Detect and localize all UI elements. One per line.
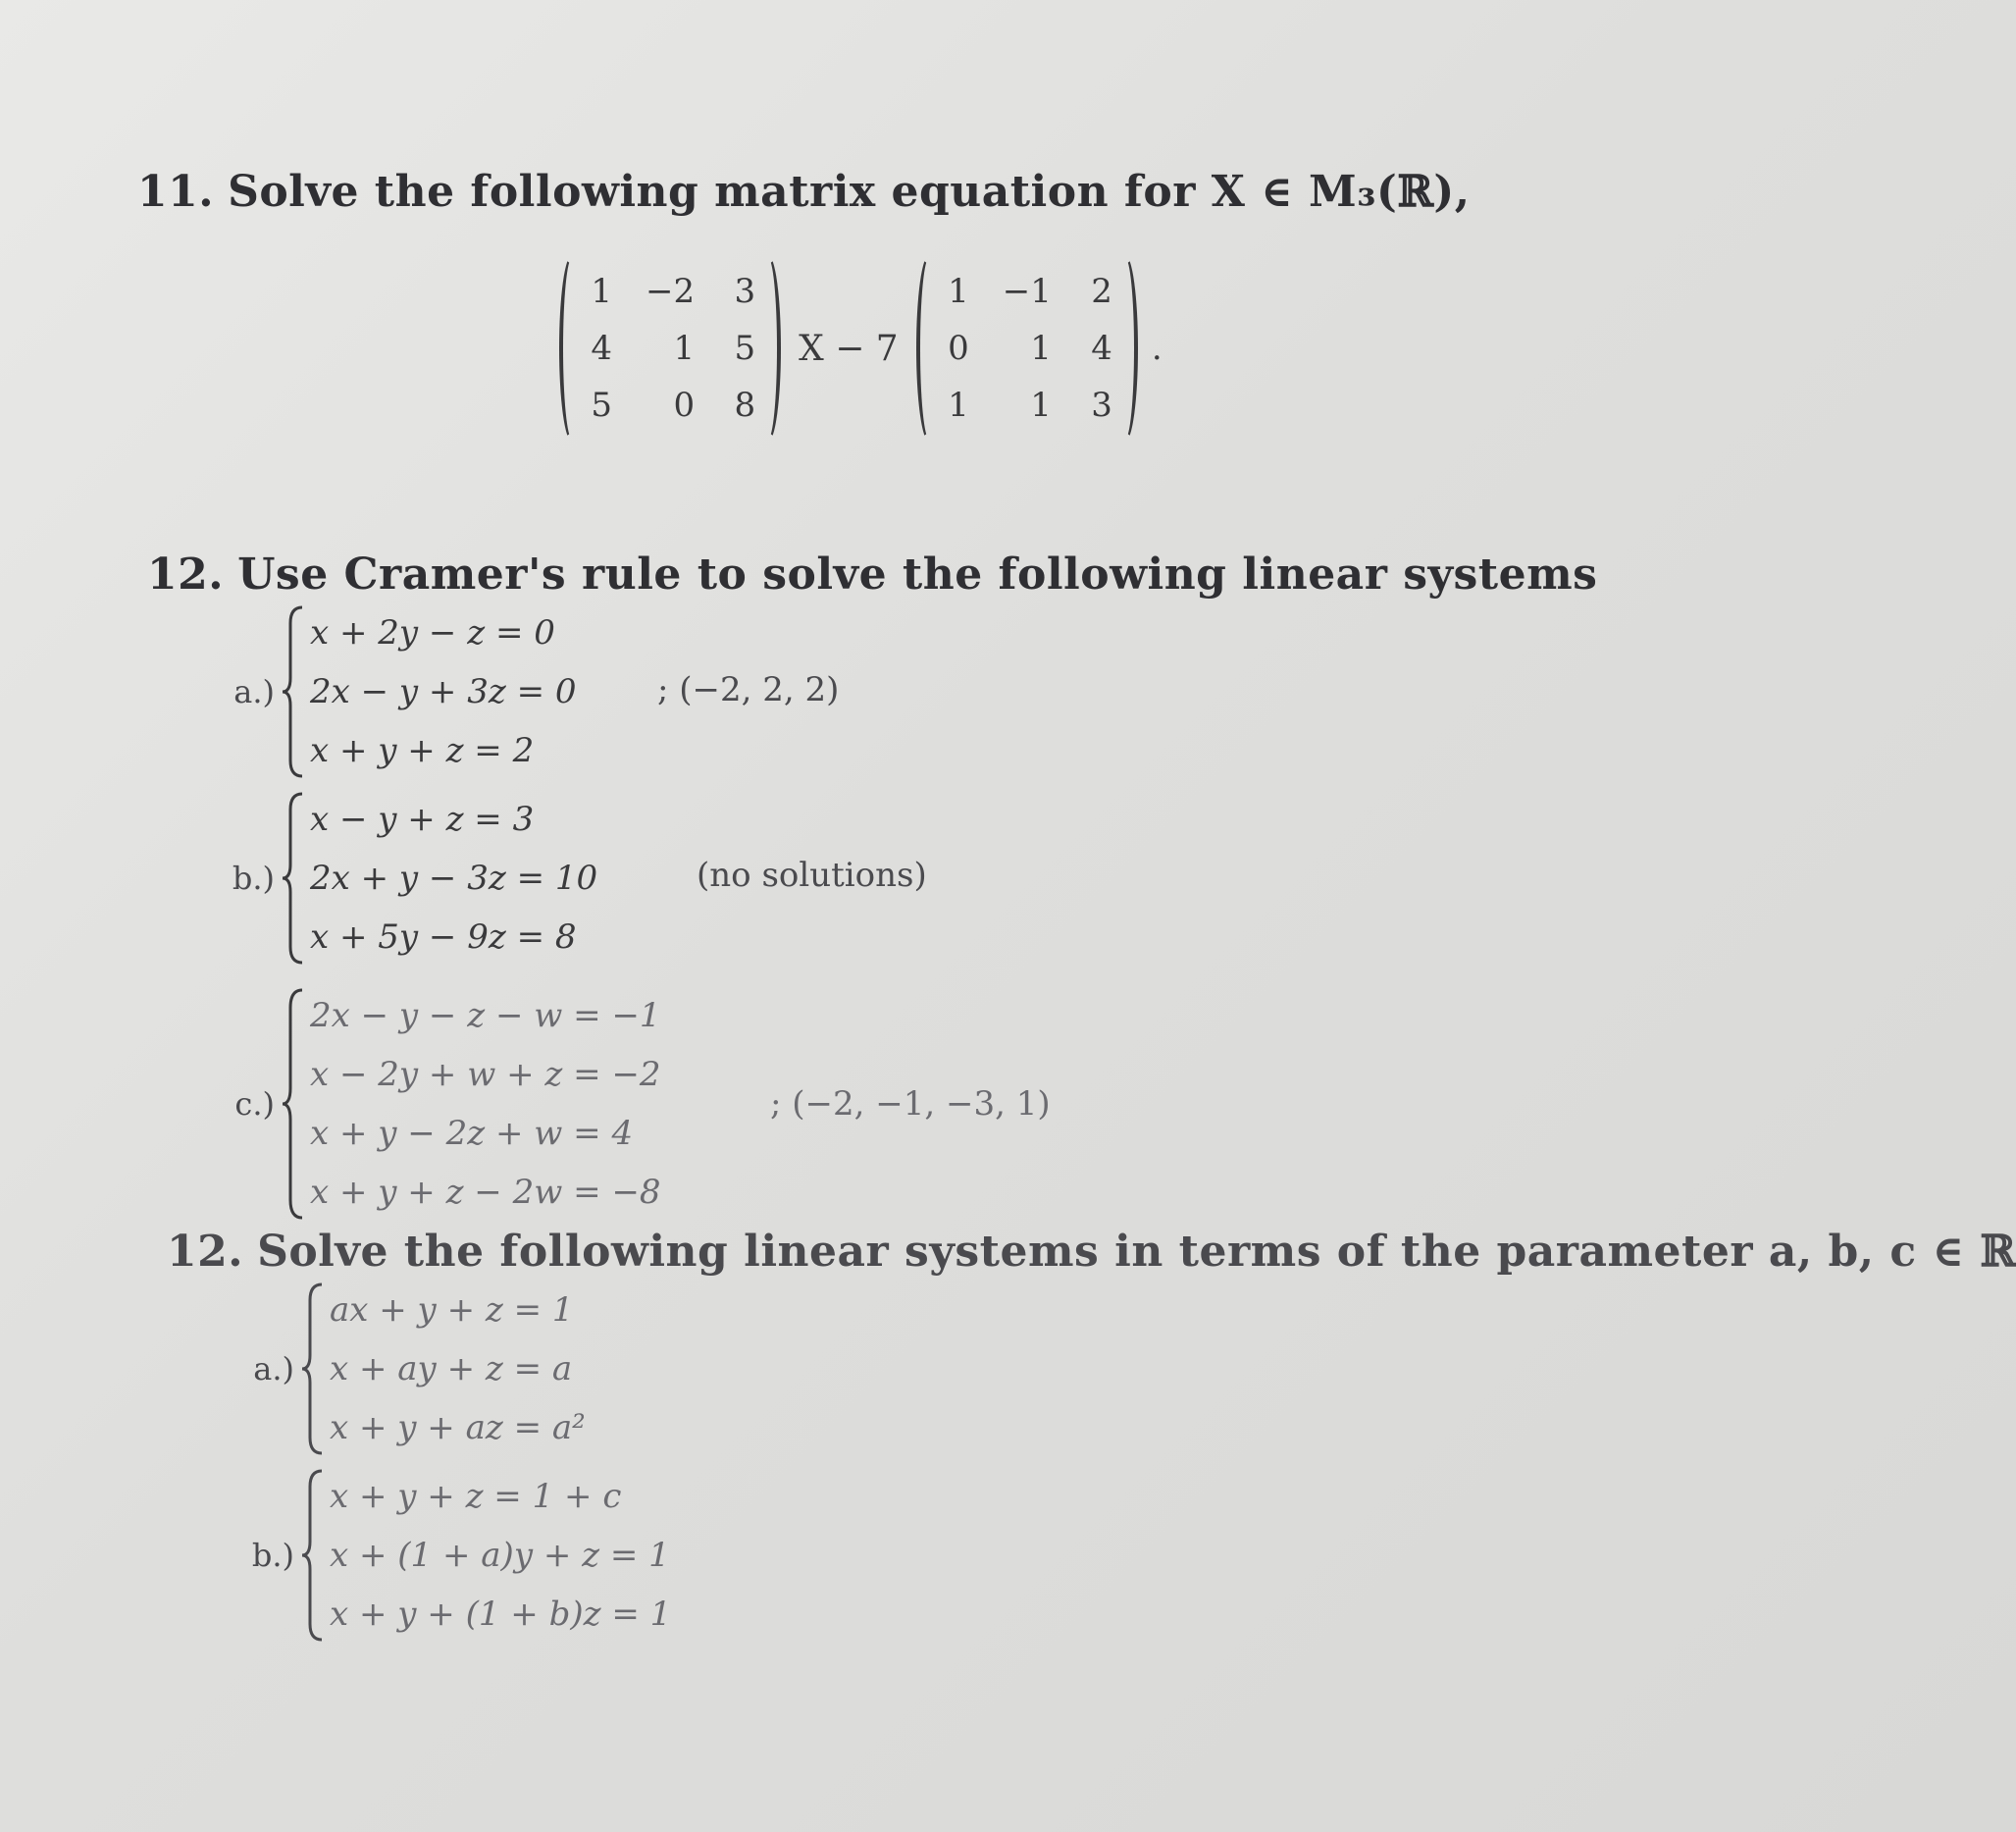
matrix-a-cell: 1 — [591, 272, 612, 311]
equation-period: . — [1151, 329, 1163, 368]
problem-12-number: 12. — [147, 550, 225, 600]
equation: x + y + (1 + b)z = 1 — [330, 1595, 672, 1634]
matrix-b-cell: −1 — [1002, 272, 1052, 311]
brace-icon — [300, 1281, 324, 1457]
problem-11-heading — [137, 167, 1471, 217]
matrix-a-cell: 5 — [734, 329, 756, 368]
matrix-b-cell: 1 — [1030, 386, 1052, 425]
problem-12-heading — [147, 550, 1597, 600]
equation: x + y + z = 1 + c — [330, 1477, 622, 1516]
problem-12b-number: 12. — [167, 1227, 244, 1277]
system-12b — [206, 790, 597, 967]
matrix-a-cell: 4 — [591, 329, 612, 368]
equation-operator: X − 7 — [799, 328, 899, 369]
matrix-equation — [559, 260, 1163, 437]
system-label: b.) — [251, 1537, 294, 1574]
system-param-b — [226, 1467, 671, 1644]
problem-11-number: 11. — [137, 167, 215, 217]
problem-12-text: Use Cramer's rule to solve the following linear systems — [237, 550, 1598, 600]
equation: x + y − 2z + w = 4 — [310, 1114, 634, 1153]
system-label: a.) — [233, 673, 275, 710]
matrix-b-cell: 1 — [1030, 329, 1052, 368]
equation: ax + y + z = 1 — [330, 1290, 574, 1330]
matrix-b-cell: 1 — [948, 386, 969, 425]
brace-icon — [281, 603, 304, 780]
equation: x + y + az = a² — [330, 1408, 586, 1447]
answer-12c: ; (−2, −1, −3, 1) — [770, 1084, 1051, 1124]
equation: x + 5y − 9z = 8 — [310, 917, 577, 957]
matrix-b-cell: 2 — [1091, 272, 1112, 311]
equation: x + (1 + a)y + z = 1 — [330, 1536, 670, 1575]
equation: x − y + z = 3 — [310, 800, 535, 839]
brace-icon — [281, 790, 304, 967]
system-label: c.) — [234, 1085, 275, 1123]
equation: x + ay + z = a — [330, 1349, 573, 1388]
matrix-b — [916, 259, 1138, 438]
equation: x + y + z = 2 — [310, 731, 535, 770]
equation: x + 2y − z = 0 — [310, 613, 555, 653]
matrix-a-cell: 1 — [673, 329, 696, 368]
matrix-a-cell: 3 — [734, 272, 756, 311]
problem-12b-heading — [167, 1227, 2016, 1277]
system-label: a.) — [253, 1350, 294, 1387]
matrix-b-cell: 1 — [948, 272, 969, 311]
equation: x + y + z − 2w = −8 — [310, 1173, 661, 1212]
equation: x − 2y + w + z = −2 — [310, 1055, 661, 1094]
system-12c — [206, 986, 661, 1222]
matrix-a-cell: 0 — [673, 386, 696, 425]
problem-11-text: Solve the following matrix equation for X ∈ M₃(ℝ), — [228, 167, 1471, 217]
brace-icon — [300, 1467, 324, 1644]
equation: 2x + y − 3z = 10 — [310, 859, 598, 898]
system-param-a — [226, 1281, 586, 1457]
answer-12b: (no solutions) — [697, 856, 927, 895]
matrix-b-cell: 4 — [1091, 329, 1112, 368]
matrix-b-cell: 3 — [1091, 386, 1112, 425]
system-12a — [206, 603, 577, 780]
matrix-a-cell: 8 — [734, 386, 756, 425]
brace-icon — [281, 986, 304, 1222]
answer-12a: ; (−2, 2, 2) — [657, 670, 840, 709]
system-label: b.) — [232, 860, 275, 897]
matrix-a-cell: −2 — [646, 272, 696, 311]
problem-12b-text: Solve the following linear systems in terms of the parameter a, b, c ∈ ℝ — [257, 1227, 2016, 1277]
equation: 2x − y − z − w = −1 — [310, 996, 661, 1035]
matrix-a-cell: 5 — [591, 386, 612, 425]
equation: 2x − y + 3z = 0 — [310, 672, 577, 711]
matrix-a — [559, 259, 781, 438]
matrix-b-cell: 0 — [948, 329, 969, 368]
